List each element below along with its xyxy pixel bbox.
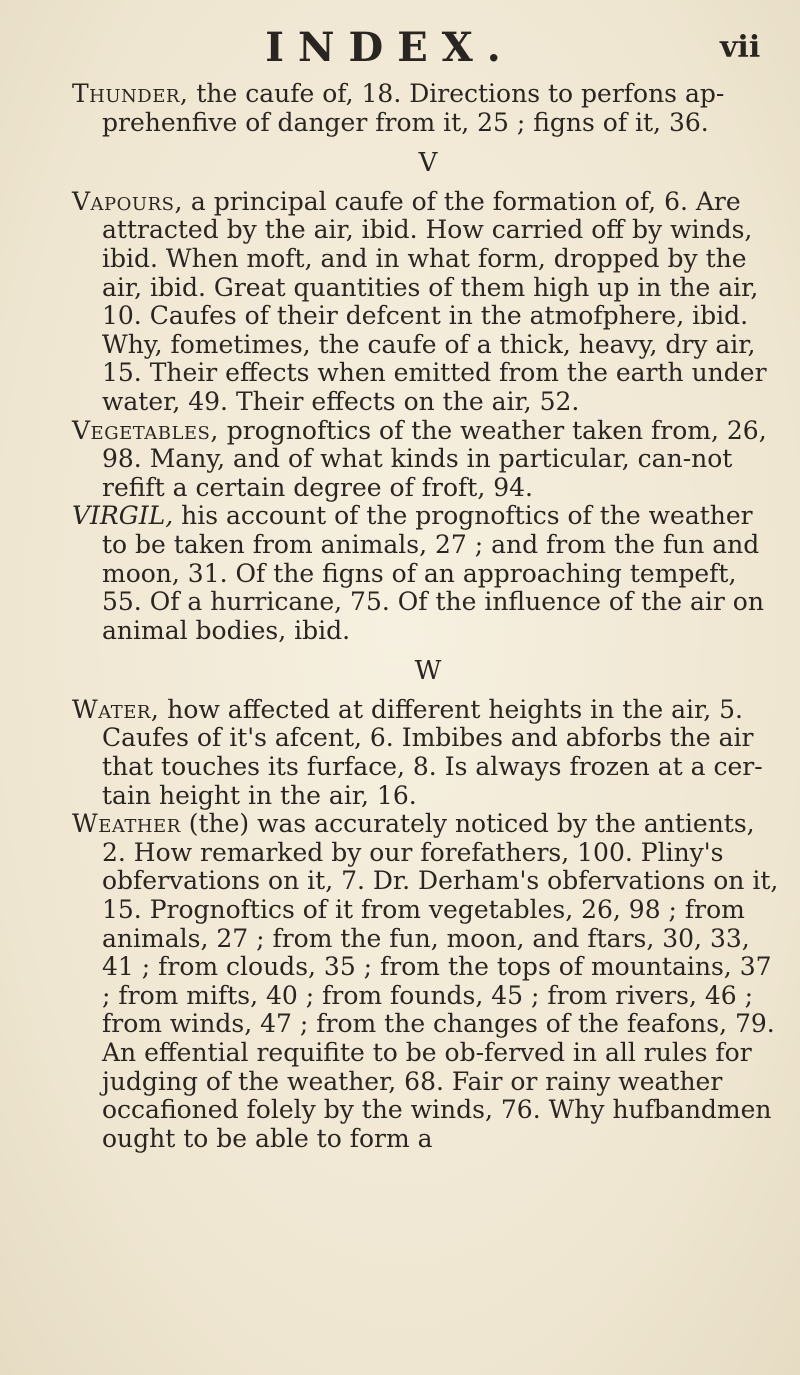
- page-number: vii: [720, 30, 761, 65]
- entry-head: Weather: [72, 809, 181, 839]
- index-body: [72, 80, 784, 1153]
- entry-text: his account of the prognoftics of the weather to be taken from animals, 27 ; and from the fun and moon, 31. Of the figns of an approaching tempeft, 55. Of a hurricane, 75. Of the influence of the air on animal bodies, ibid.: [102, 501, 764, 645]
- page-title: INDEX.: [265, 24, 515, 71]
- index-entry-virgil: [72, 502, 784, 645]
- entry-text: prognoftics of the weather taken from, 26, 98. Many, and of what kinds in particular, can-not refift a certain degree of froft, 94.: [102, 415, 767, 502]
- index-entry-thunder: [72, 80, 784, 137]
- index-entry-water: [72, 696, 784, 810]
- entry-text: a principal caufe of the formation of, 6. Are attracted by the air, ibid. How carried off by winds, ibid. When moft, and in what form, dropped by the air, ibid. Great quantities of them high up in the air, 10. Caufes of their defcent in the atmofphere, ibid. Why, fometimes, the caufe of a thick, heavy, dry air, 15. Their effects when emitted from the earth under water, 49. Their effects on the air, 52.: [102, 186, 767, 416]
- entry-head: Water,: [72, 694, 160, 724]
- entry-head: VIRGIL,: [72, 501, 174, 531]
- entry-head: Thunder,: [72, 79, 189, 108]
- entry-text: how affected at different heights in the air, 5. Caufes of it's afcent, 6. Imbibes and abforbs the air that touches its furface, 8. Is always frozen at a cer-tain height in the air, 16.: [102, 694, 763, 810]
- index-entry-weather: [72, 810, 784, 1153]
- section-letter-w: W: [414, 656, 442, 687]
- index-entry-vegetables: [72, 417, 784, 503]
- entry-head: Vegetables,: [72, 415, 219, 445]
- page-header: [0, 24, 800, 74]
- entry-text: the caufe of, 18. Directions to perfons ap-prehenfive of danger from it, 25 ; figns of it, 36.: [102, 79, 725, 137]
- entry-text: (the) was accurately noticed by the antients, 2. How remarked by our forefathers, 100. Pliny's obfervations on it, 7. Dr. Derham's obfervations on it, 15. Prognoftics of it from vegetables, 26, 98 ; from animals, 27 ; from the fun, moon, and ftars, 30, 33, 41 ; from clouds, 35 ; from the tops of mountains, 37 ; from mifts, 40 ; from founds, 45 ; from rivers, 46 ; from winds, 47 ; from the changes of the feafons, 79. An effential requifite to be ob-ferved in all rules for judging of the weather, 68. Fair or rainy weather occafioned folely by the winds, 76. Why hufbandmen ought to be able to form a: [102, 809, 779, 1153]
- entry-head: Vapours,: [72, 186, 183, 216]
- section-letter-v: V: [418, 148, 438, 179]
- index-entry-vapours: [72, 188, 784, 417]
